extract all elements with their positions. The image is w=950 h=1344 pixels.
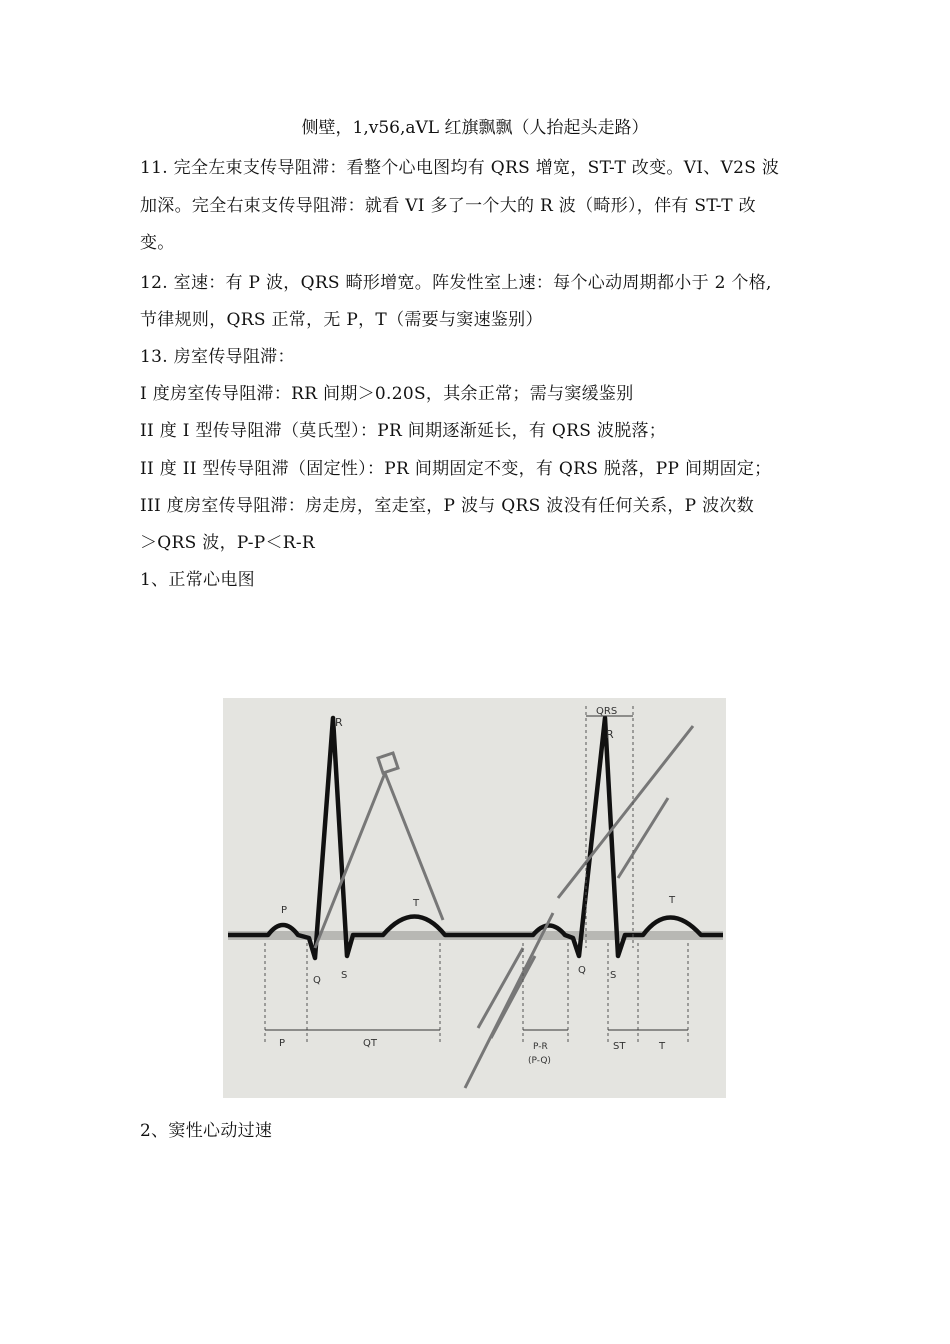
text-line-4: 12. 室速：有 P 波，QRS 畸形增宽。阵发性室上速：每个心动周期都小于 2 个格, — [140, 273, 772, 293]
text-line-7: I 度房室传导阻滞：RR 间期＞0.20S，其余正常；需与窦缓鉴别 — [140, 384, 634, 404]
label-s2: S — [610, 970, 617, 981]
caliper-right — [465, 726, 693, 1088]
text-line-3: 变。 — [140, 233, 175, 253]
label-int-st: ST — [613, 1041, 626, 1052]
label-int-qt: QT — [363, 1038, 377, 1049]
text-line-2: 加深。完全右束支传导阻滞：就看 VI 多了一个大的 R 波（畸形），伴有 ST-T 改 — [140, 196, 756, 216]
text-line-11: ＞QRS 波，P-P＜R-R — [140, 533, 316, 553]
text-line-12: 1、正常心电图 — [140, 570, 255, 590]
label-p1: P — [281, 905, 288, 916]
text-line-1: 11. 完全左束支传导阻滞：看整个心电图均有 QRS 增宽，ST-T 改变。VI、V2S 波 — [140, 158, 780, 178]
text-line-9: II 度 II 型传导阻滞（固定性）：PR 间期固定不变，有 QRS 脱落，PP 间期固定； — [140, 459, 772, 479]
label-int-pq: (P-Q) — [528, 1056, 551, 1066]
text-line-0: 侧壁，1,v56,aVL 红旗飘飘（人抬起头走路） — [301, 118, 649, 138]
label-s1: S — [341, 970, 348, 981]
label-r1: R — [335, 716, 343, 729]
label-qrs: QRS — [596, 706, 618, 717]
label-t1: T — [413, 898, 420, 909]
ecg-figure — [223, 698, 726, 1098]
ecg-diagram — [223, 698, 726, 1098]
label-r2: R — [606, 728, 614, 741]
label-q1: Q — [313, 975, 321, 986]
interval-guides — [265, 943, 688, 1043]
text-line-5: 节律规则，QRS 正常，无 P，T（需要与窦速鉴别） — [140, 310, 543, 330]
ecg-trace — [228, 718, 723, 958]
label-t2: T — [669, 895, 676, 906]
text-line-8: II 度 I 型传导阻滞（莫氏型）：PR 间期逐渐延长，有 QRS 波脱落； — [140, 421, 667, 441]
text-line-10: III 度房室传导阻滞：房走房，室走室，P 波与 QRS 波没有任何关系，P 波次数 — [140, 496, 755, 516]
label-int-t: T — [659, 1041, 666, 1052]
label-int-p: P — [279, 1038, 286, 1049]
caption-after-figure: 2、窦性心动过速 — [140, 1121, 273, 1141]
label-int-pr: P-R — [533, 1042, 548, 1052]
label-q2: Q — [578, 965, 586, 976]
text-line-6: 13. 房室传导阻滞： — [140, 347, 295, 367]
